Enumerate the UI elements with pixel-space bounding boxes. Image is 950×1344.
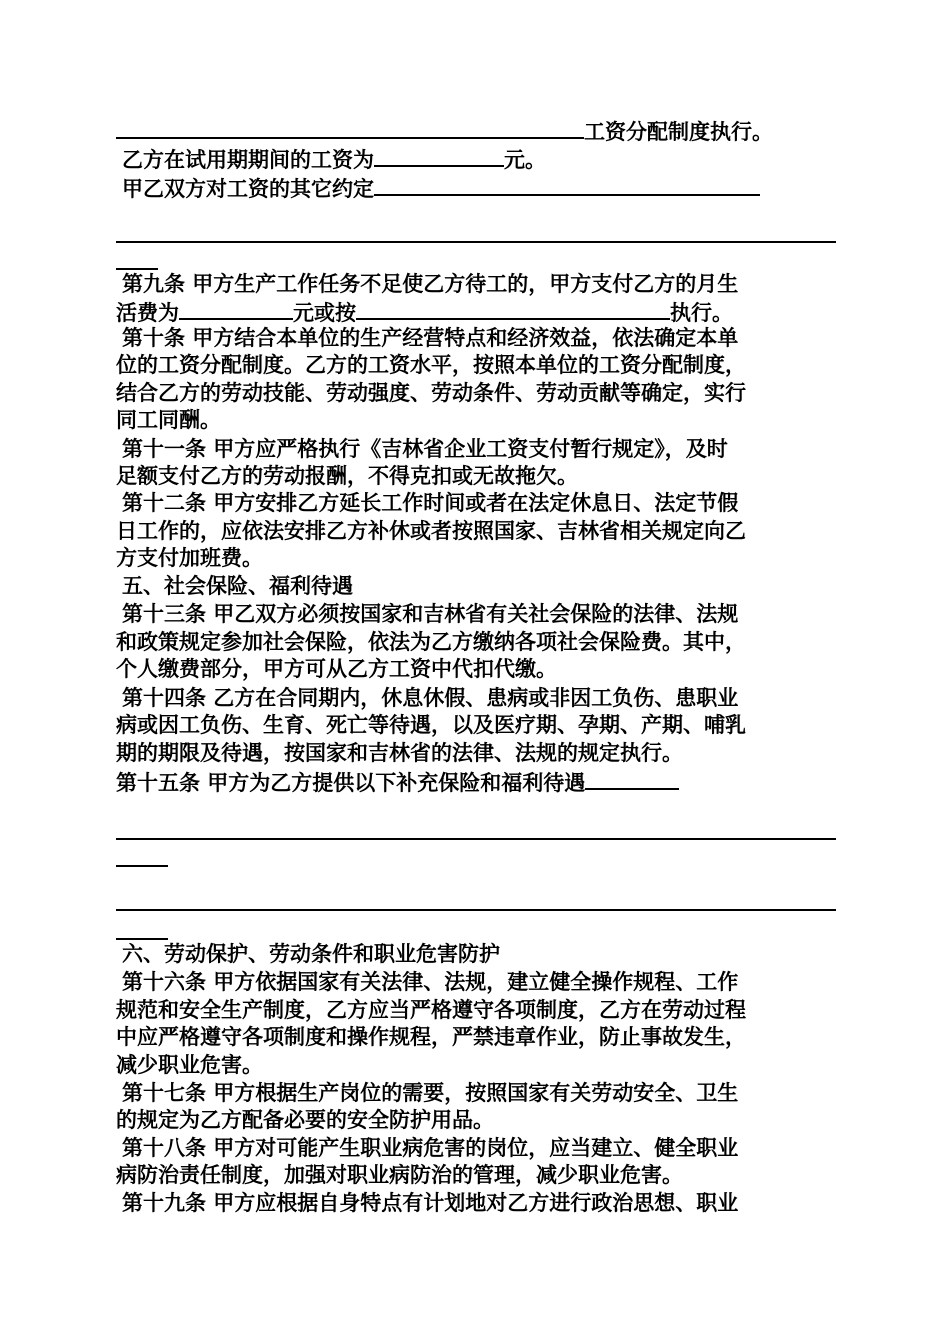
art15-text: 第十五条 甲方为乙方提供以下补充保险和福利待遇 (116, 771, 586, 795)
section5-heading: 五、社会保险、福利待遇 (122, 574, 353, 598)
blank-rule (116, 241, 836, 243)
art16-line2: 规范和安全生产制度，乙方应当严格遵守各项制度，乙方在劳动过程 (116, 998, 746, 1022)
art17-line1: 第十七条 甲方根据生产岗位的需要，按照国家有关劳动安全、卫生 (122, 1081, 739, 1105)
fill-blank[interactable] (116, 117, 584, 139)
other-wage-label: 甲乙双方对工资的其它约定 (122, 177, 374, 201)
blank-rule (116, 909, 836, 911)
trial-wage-line (122, 145, 546, 174)
blank-rule (116, 268, 158, 270)
living-standard-blank[interactable] (356, 298, 670, 320)
art12-line1: 第十二条 甲方安排乙方延长工作时间或者在法定休息日、法定节假 (122, 491, 739, 515)
trial-wage-label: 乙方在试用期期间的工资为 (122, 148, 374, 172)
art14-line2: 病或因工负伤、生育、死亡等待遇，以及医疗期、孕期、产期、哺乳 (116, 713, 746, 737)
wage-exec-text: 工资分配制度执行。 (584, 120, 773, 144)
living-fee-blank[interactable] (179, 298, 293, 320)
art12-line2: 日工作的，应依法安排乙方补休或者按照国家、吉林省相关规定向乙 (116, 519, 746, 543)
art15-line (116, 768, 679, 797)
art13-line1: 第十三条 甲乙双方必须按国家和吉林省有关社会保险的法律、法规 (122, 602, 739, 626)
art18-line1: 第十八条 甲方对可能产生职业病危害的岗位，应当建立、健全职业 (122, 1136, 739, 1160)
wage-exec-line (116, 117, 773, 146)
art13-line2: 和政策规定参加社会保险，依法为乙方缴纳各项社会保险费。其中， (116, 630, 746, 654)
benefits-blank[interactable] (585, 768, 679, 790)
blank-rule (116, 838, 836, 840)
art17-line2: 的规定为乙方配备必要的安全防护用品。 (116, 1108, 494, 1132)
art14-line1: 第十四条 乙方在合同期内，休息休假、患病或非因工负伤、患职业 (122, 686, 739, 710)
art16-line1: 第十六条 甲方依据国家有关法律、法规，建立健全操作规程、工作 (122, 970, 739, 994)
art9-text: 元或按 (293, 301, 356, 325)
art14-line3: 期的期限及待遇，按国家和吉林省的法律、法规的规定执行。 (116, 741, 683, 765)
art11-line2: 足额支付乙方的劳动报酬，不得克扣或无故拖欠。 (116, 464, 578, 488)
art9-text: 执行。 (670, 301, 733, 325)
art12-line3: 方支付加班费。 (116, 546, 263, 570)
art18-line2: 病防治责任制度，加强对职业病防治的管理，减少职业危害。 (116, 1163, 683, 1187)
art19-line1: 第十九条 甲方应根据自身特点有计划地对乙方进行政治思想、职业 (122, 1191, 739, 1215)
art13-line3: 个人缴费部分，甲方可从乙方工资中代扣代缴。 (116, 657, 557, 681)
art16-line4: 减少职业危害。 (116, 1053, 263, 1077)
art10-line4: 同工同酬。 (116, 408, 221, 432)
other-wage-blank[interactable] (374, 174, 760, 196)
art16-line3: 中应严格遵守各项制度和操作规程，严禁违章作业，防止事故发生， (116, 1025, 746, 1049)
art9-line2 (116, 298, 733, 327)
blank-rule (116, 938, 168, 940)
blank-rule (116, 865, 168, 867)
art11-line1: 第十一条 甲方应严格执行《吉林省企业工资支付暂行规定》，及时 (122, 437, 728, 461)
other-wage-line (122, 174, 760, 203)
art10-line3: 结合乙方的劳动技能、劳动强度、劳动条件、劳动贡献等确定，实行 (116, 381, 746, 405)
art10-line2: 位的工资分配制度。乙方的工资水平，按照本单位的工资分配制度， (116, 353, 746, 377)
section6-heading: 六、劳动保护、劳动条件和职业危害防护 (122, 942, 500, 966)
art9-text: 活费为 (116, 301, 179, 325)
art10-line1: 第十条 甲方结合本单位的生产经营特点和经济效益，依法确定本单 (122, 326, 739, 350)
trial-wage-unit: 元。 (504, 148, 546, 172)
art9-line1: 第九条 甲方生产工作任务不足使乙方待工的，甲方支付乙方的月生 (122, 272, 739, 296)
trial-wage-blank[interactable] (374, 145, 504, 167)
